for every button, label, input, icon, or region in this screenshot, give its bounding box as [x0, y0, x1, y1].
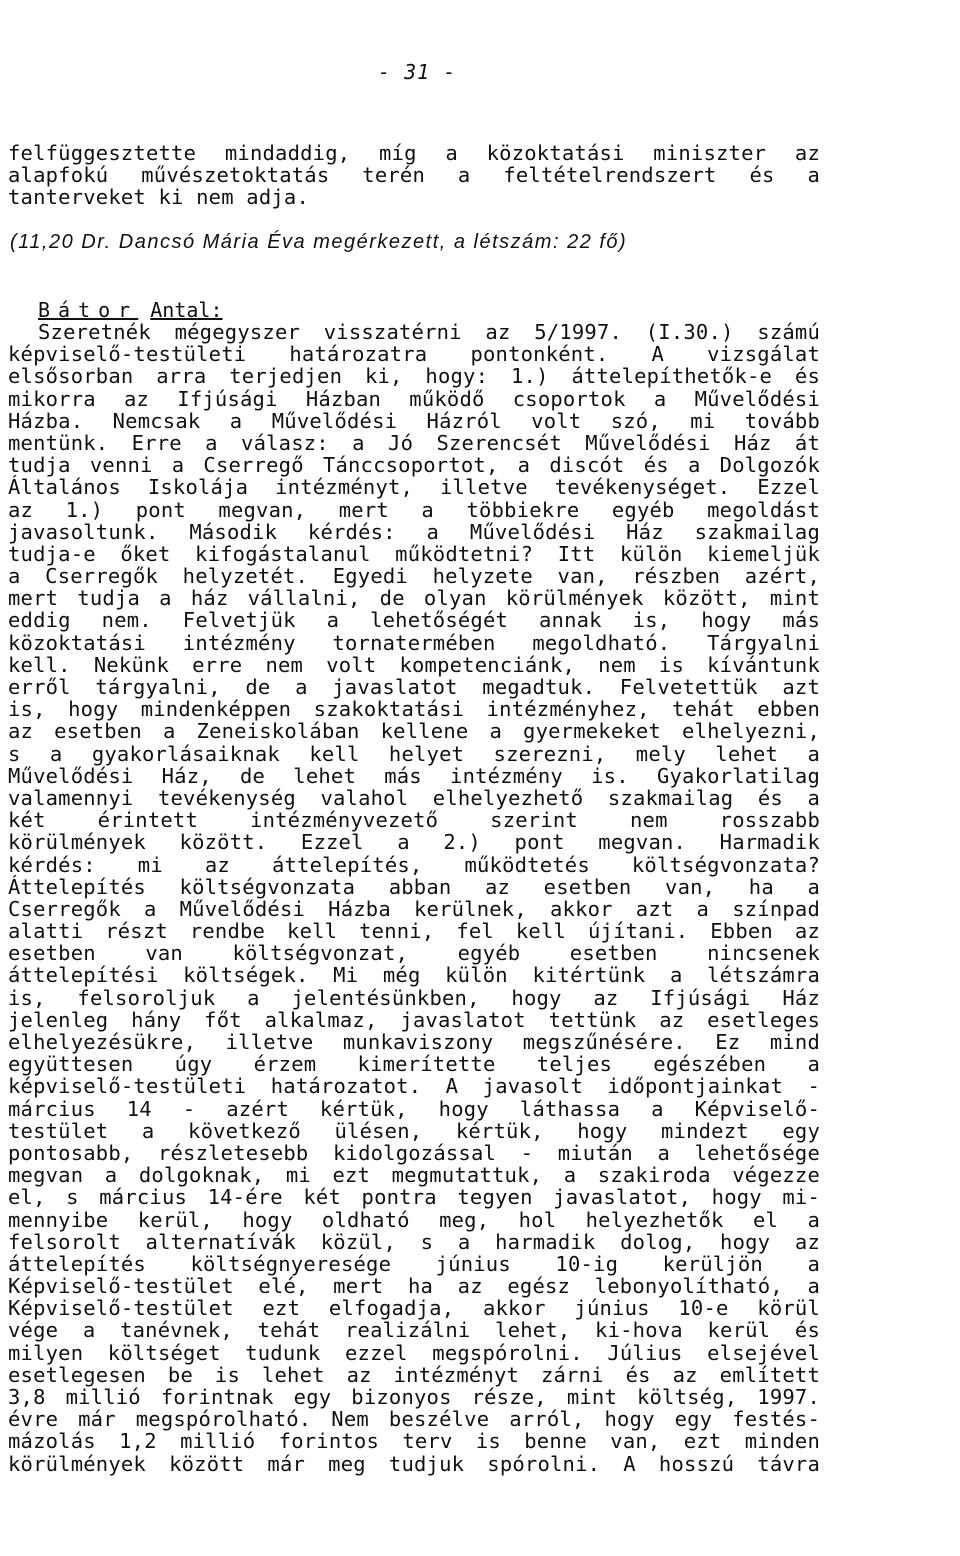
text-line: március 14 - azért kértük, hogy láthassa a Képviselő-	[8, 1096, 820, 1121]
text-line: tudja-e őket kifogástalanul működtetni? Itt külön kiemeljük	[8, 541, 820, 566]
text-line: pontosabb, részletesebb kidolgozással - miután a lehetősége	[8, 1140, 820, 1165]
text-line: tanterveket ki nem adja.	[8, 185, 310, 210]
page-number: - 31 -	[378, 60, 457, 84]
text-line: Művelődési Ház, de lehet más intézmény is. Gyakorlatilag	[8, 763, 820, 788]
text-line: is, hogy mindenképpen szakoktatási intézményhez, tehát ebben	[8, 697, 820, 722]
text-line: évre már megspórolható. Nem beszélve arról, hogy egy festés-	[8, 1407, 820, 1432]
text-line: elsősorban arra terjedjen ki, hogy: 1.) áttelepíthetők-e és	[8, 364, 820, 389]
text-line: Áttelepítés költségvonzata abban az esetben van, ha a	[8, 874, 820, 899]
text-line: javasoltunk. Második kérdés: a Művelődési Ház szakmailag	[8, 519, 820, 544]
text-line: áttelepítési költségek. Mi még külön kitértünk a létszámra	[8, 963, 820, 988]
text-line: áttelepítés költségnyeresége június 10-ig kerüljön a	[8, 1251, 820, 1276]
speech-paragraph	[8, 321, 820, 1475]
text-line: megvan a dolgoknak, mi ezt megmutattuk, a szakiroda végezze	[8, 1163, 820, 1188]
text-line: erről tárgyalni, de a javaslatot megadtuk. Felvetettük azt	[8, 675, 820, 699]
text-line: az esetben a Zeneiskolában kellene a gyermekeket elhelyezni,	[8, 719, 820, 744]
text-line: is, felsoroljuk a jelentésünkben, hogy az Ifjúsági Ház	[8, 985, 820, 1010]
text-line: közoktatási intézmény tornatermében megoldható. Tárgyalni	[8, 630, 820, 655]
text-line: el, s március 14-ére két pontra tegyen javaslatot, hogy mi-	[8, 1185, 820, 1210]
text-line: esetlegesen be is lehet az intézményt zárni és az említett	[8, 1362, 820, 1387]
text-line: felfüggesztette mindaddig, míg a közoktatási miniszter az	[8, 141, 820, 165]
text-line: jelenleg hány főt alkalmaz, javaslatot tettünk az esetleges	[8, 1007, 820, 1032]
speaker-last-name: Antal:	[150, 298, 223, 322]
text-line: Képviselő-testület elé, mert ha az egész lebonyolítható, a	[8, 1274, 820, 1299]
text-line: a Cserregők helyzetét. Egyedi helyzete van, részben azért,	[8, 564, 820, 589]
text-line: vége a tanévnek, tehát realizálni lehet, ki-hova kerül és	[8, 1318, 820, 1343]
text-line: mázolás 1,2 millió forintos terv is benne van, ezt minden	[8, 1429, 820, 1454]
text-line: s a gyakorlásaiknak kell helyet szerezni, mely lehet a	[8, 741, 820, 766]
text-line: esetben van költségvonzat, egyéb esetben nincsenek	[8, 941, 820, 966]
speaker-name	[38, 298, 223, 322]
text-line: alapfokú művészetoktatás terén a feltételrendszert és a	[8, 163, 820, 188]
text-line: együttesen úgy érzem kimerítette teljes egészében a	[8, 1052, 820, 1077]
text-line: testület a következő ülésen, kértük, hogy mindezt egy	[8, 1118, 820, 1143]
text-line: Általános Iskolája intézményt, illetve tevékenységet. Ezzel	[8, 475, 820, 500]
text-line: képviselő-testületi határozatra pontonként. A vizsgálat	[8, 342, 820, 367]
text-line: elhelyezésükre, illetve munkaviszony megszűnésére. Ez mind	[8, 1030, 820, 1054]
text-line: Szeretnék mégegyszer visszatérni az 5/1997. (I.30.) számú	[38, 320, 820, 344]
text-line: körülmények között. Ezzel a 2.) pont megvan. Harmadik	[8, 830, 820, 855]
text-line: milyen költséget tudunk ezzel megspórolni. Július elsejével	[8, 1340, 820, 1365]
text-line: két érintett intézményvezető szerint nem rosszabb	[8, 808, 820, 833]
text-line: tudja venni a Cserregő Tánccsoportot, a discót és a Dolgozók	[8, 453, 820, 478]
text-line: körülmények között már meg tudjuk spórolni. A hosszú távra	[8, 1451, 820, 1476]
text-line: mikorra az Ifjúsági Házban működő csoportok a Művelődési	[8, 386, 820, 411]
text-line: képviselő-testületi határozatot. A javasolt időpontjainkat -	[8, 1074, 820, 1099]
intro-paragraph	[8, 142, 820, 209]
text-line: Házba. Nemcsak a Művelődési Házról volt szó, mi tovább	[8, 408, 820, 433]
text-line: az 1.) pont megvan, mert a többiekre egyéb megoldást	[8, 497, 820, 522]
text-line: mert tudja a ház vállalni, de olyan körülmények között, mint	[8, 586, 820, 611]
text-line: 3,8 millió forintnak egy bizonyos része, mint költség, 1997.	[8, 1385, 820, 1409]
text-line: mennyibe kerül, hogy oldható meg, hol helyezhetők el a	[8, 1207, 820, 1232]
text-line: valamennyi tevékenység valahol elhelyezhető szakmailag és a	[8, 785, 820, 810]
speaker-first-name: Bátor	[38, 298, 139, 322]
text-line: felsorolt alternatívák közül, s a harmadik dolog, hogy az	[8, 1229, 820, 1254]
text-line: kérdés: mi az áttelepítés, működtetés költségvonzata?	[8, 852, 820, 877]
text-line: alatti részt rendbe kell tenni, fel kell újítani. Ebben az	[8, 919, 820, 944]
text-line: Képviselő-testület ezt elfogadja, akkor június 10-e körül	[8, 1296, 820, 1321]
text-line: eddig nem. Felvetjük a lehetőségét annak is, hogy más	[8, 608, 820, 633]
session-note: (11,20 Dr. Dancsó Mária Éva megérkezett, a létszám: 22 fő)	[10, 231, 628, 253]
text-line: mentünk. Erre a válasz: a Jó Szerencsét Művelődési Ház át	[8, 430, 820, 455]
text-line: kell. Nekünk erre nem volt kompetenciánk, nem is kívántunk	[8, 652, 820, 677]
text-line: Cserregők a Művelődési Házba kerülnek, akkor azt a színpad	[8, 896, 820, 921]
